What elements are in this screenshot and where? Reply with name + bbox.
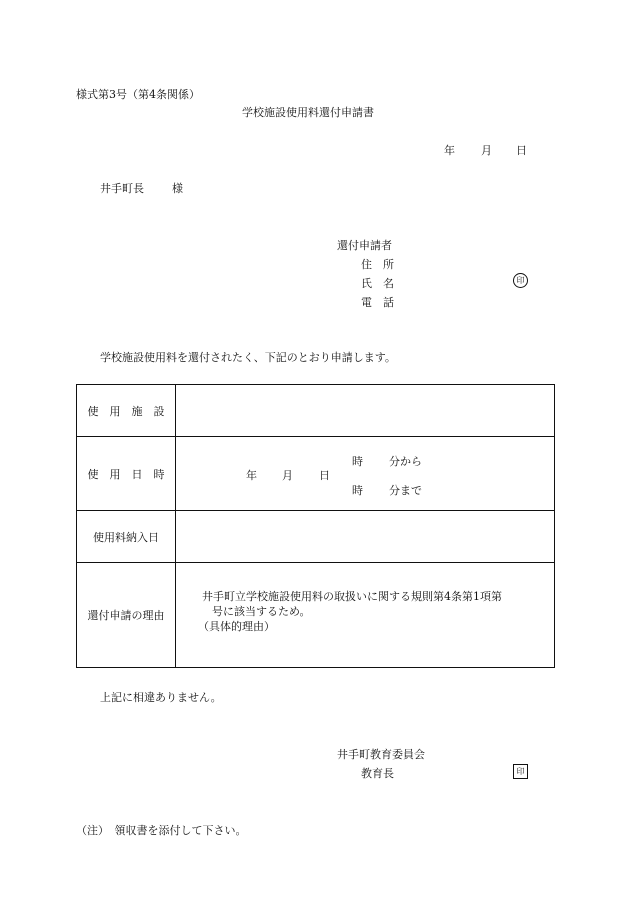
applicant-heading: 還付申請者 [337, 239, 392, 252]
reason-line-3: （具体的理由） [198, 620, 275, 633]
datetime-from: 分から [389, 455, 422, 468]
paid-date-label: 使用料納入日 [77, 511, 176, 563]
superintendent-label: 教育長 [361, 767, 394, 780]
datetime-year: 年 [246, 469, 257, 482]
table-row-datetime [77, 437, 555, 511]
table-row-reason [77, 563, 555, 668]
table-row-paid-date [77, 511, 555, 563]
confirmation-text: 上記に相違ありません。 [100, 691, 222, 704]
intro-text: 学校施設使用料を還付されたく、下記のとおり申請します。 [100, 351, 396, 364]
datetime-hour-end: 時 [352, 484, 363, 497]
paid-date-value-cell[interactable] [176, 511, 555, 563]
reason-value-cell[interactable] [176, 563, 555, 668]
board-seal-icon: 印 [513, 764, 528, 779]
applicant-seal-icon: 印 [513, 273, 528, 288]
facility-value-cell[interactable] [176, 385, 555, 437]
datetime-until: 分まで [389, 484, 422, 497]
note-text: （注） 領収書を添付して下さい。 [76, 824, 247, 837]
datetime-hour-start: 時 [352, 455, 363, 468]
application-table [76, 384, 555, 668]
phone-label: 電 話 [361, 296, 394, 309]
date-day: 日 [516, 144, 527, 157]
addressee-name: 井手町長 [100, 182, 144, 195]
datetime-month: 月 [282, 469, 293, 482]
date-month: 月 [481, 144, 492, 157]
datetime-value-cell[interactable] [176, 437, 555, 511]
document-title: 学校施設使用料還付申請書 [242, 106, 374, 119]
form-number: 様式第3号（第4条関係） [76, 88, 200, 101]
board-name: 井手町教育委員会 [337, 748, 425, 761]
name-label: 氏 名 [361, 277, 394, 290]
reason-line-2: 号に該当するため。 [212, 605, 311, 618]
facility-label: 使 用 施 設 [77, 385, 176, 437]
datetime-day: 日 [319, 469, 330, 482]
addressee-honorific: 様 [172, 182, 183, 195]
datetime-label: 使 用 日 時 [77, 437, 176, 511]
reason-line-1: 井手町立学校施設使用料の取扱いに関する規則第4条第1項第 [202, 590, 502, 603]
date-year: 年 [444, 144, 455, 157]
address-label: 住 所 [361, 258, 394, 271]
reason-label: 還付申請の理由 [77, 563, 176, 668]
table-row-facility [77, 385, 555, 437]
